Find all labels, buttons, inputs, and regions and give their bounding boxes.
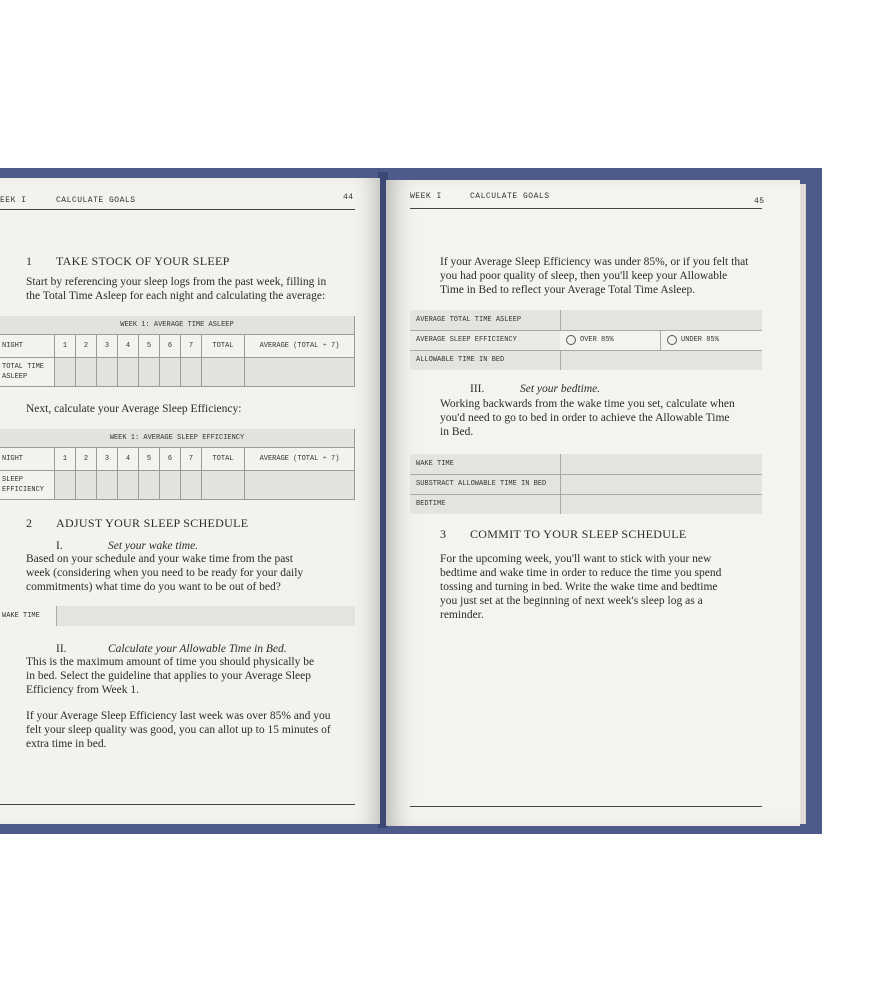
left-page <box>0 178 380 824</box>
entry-cell[interactable] <box>118 358 139 387</box>
table-caption: WEEK 1: AVERAGE TIME ASLEEP <box>0 316 355 335</box>
column-header: 7 <box>181 448 202 471</box>
step-numeral: III. <box>470 383 485 395</box>
column-header: 3 <box>97 448 118 471</box>
body-text: bedtime and wake time in order to reduce the time you spend <box>440 567 722 579</box>
section-number: 2 <box>26 516 33 530</box>
body-text: in Bed. <box>440 426 474 438</box>
step-numeral: II. <box>56 643 67 655</box>
section-number: 3 <box>440 527 447 541</box>
entry-cell[interactable] <box>245 358 355 387</box>
sleep-efficiency-table <box>410 310 762 370</box>
entry-cell[interactable] <box>202 358 245 387</box>
entry-cell[interactable] <box>181 471 202 500</box>
wake-time-field[interactable] <box>0 606 355 626</box>
body-text: the Total Time Asleep for each night and calculating the average: <box>26 290 326 302</box>
row-label: SLEEP EFFICIENCY <box>0 471 55 500</box>
column-header: 2 <box>76 335 97 358</box>
header-rule <box>0 209 355 210</box>
table-caption: WEEK 1: AVERAGE SLEEP EFFICIENCY <box>0 429 355 448</box>
body-text: Efficiency from Week 1. <box>26 684 139 696</box>
body-text: Working backwards from the wake time you set, calculate when <box>440 398 735 410</box>
section-title: ADJUST YOUR SLEEP SCHEDULE <box>56 516 249 530</box>
body-text: If your Average Sleep Efficiency last week was over 85% and you <box>26 710 331 722</box>
header-week: EEK I <box>0 196 27 205</box>
body-text: Based on your schedule and your wake time from the past <box>26 553 293 565</box>
body-text: For the upcoming week, you'll want to stick with your new <box>440 553 712 565</box>
column-header: 6 <box>160 335 181 358</box>
row-label: AVERAGE TOTAL TIME ASLEEP <box>416 316 522 324</box>
body-text: If your Average Sleep Efficiency was under 85%, or if you felt that <box>440 256 749 268</box>
column-header: AVERAGE (TOTAL ÷ 7) <box>245 335 355 358</box>
under-85-option[interactable]: UNDER 85% <box>661 330 762 350</box>
body-text: week (considering when you need to be ready for your daily <box>26 567 304 579</box>
entry-cell[interactable] <box>97 358 118 387</box>
body-text: felt your sleep quality was good, you can allot up to 15 minutes of <box>26 724 331 736</box>
body-text: commitments) what time do you want to be out of bed? <box>26 581 281 593</box>
column-header: 4 <box>118 448 139 471</box>
average-sleep-efficiency-table <box>0 429 355 500</box>
section-title: TAKE STOCK OF YOUR SLEEP <box>56 254 230 268</box>
footer-rule <box>0 804 355 805</box>
entry-cell[interactable] <box>245 471 355 500</box>
header-title: CALCULATE GOALS <box>470 192 550 201</box>
body-text: Next, calculate your Average Sleep Efficiency: <box>26 403 242 415</box>
footer-rule <box>410 806 762 807</box>
column-header: 1 <box>55 448 76 471</box>
page-number: 45 <box>754 197 765 206</box>
body-text: you just set at the beginning of next week's sleep log as a <box>440 595 703 607</box>
entry-cell[interactable] <box>55 471 76 500</box>
field-label: WAKE TIME <box>0 606 57 626</box>
entry-cell[interactable] <box>118 471 139 500</box>
body-text: Start by referencing your sleep logs from the past week, filling in <box>26 276 327 288</box>
average-time-asleep-table <box>0 316 355 387</box>
column-header: 5 <box>139 335 160 358</box>
entry-cell[interactable] <box>76 471 97 500</box>
entry-cell[interactable] <box>76 358 97 387</box>
column-header: 2 <box>76 448 97 471</box>
row-label: SUBSTRACT ALLOWABLE TIME IN BED <box>416 480 547 488</box>
row-label: TOTAL TIME ASLEEP <box>0 358 55 387</box>
row-label: BEDTIME <box>416 500 446 508</box>
right-page <box>386 180 800 826</box>
body-text: This is the maximum amount of time you should physically be <box>26 656 315 668</box>
page-number: 44 <box>343 193 354 202</box>
column-header: TOTAL <box>202 448 245 471</box>
header-rule <box>410 208 762 209</box>
entry-cell[interactable] <box>160 358 181 387</box>
radio-icon[interactable] <box>667 335 677 345</box>
entry-cell[interactable] <box>139 471 160 500</box>
column-header: AVERAGE (TOTAL ÷ 7) <box>245 448 355 471</box>
body-text: you had poor quality of sleep, then you'll keep your Allowable <box>440 270 728 282</box>
column-header: NIGHT <box>0 448 55 471</box>
body-text: extra time in bed. <box>26 738 107 750</box>
row-label: WAKE TIME <box>416 460 454 468</box>
body-text: tossing and turning in bed. Write the wake time and bedtime <box>440 581 718 593</box>
row-label: AVERAGE SLEEP EFFICIENCY <box>410 330 560 350</box>
entry-cell[interactable] <box>181 358 202 387</box>
step-title: Set your bedtime. <box>520 383 601 395</box>
body-text: reminder. <box>440 609 484 621</box>
column-header: 5 <box>139 448 160 471</box>
step-title: Set your wake time. <box>108 540 199 552</box>
step-numeral: I. <box>56 540 63 552</box>
column-header: 4 <box>118 335 139 358</box>
section-number: 1 <box>26 254 33 268</box>
step-title: Calculate your Allowable Time in Bed. <box>108 643 287 655</box>
column-header: TOTAL <box>202 335 245 358</box>
body-text: Time in Bed to reflect your Average Total Time Asleep. <box>440 284 696 296</box>
header-title: CALCULATE GOALS <box>56 196 136 205</box>
body-text: you'd need to go to bed in order to achieve the Allowable Time <box>440 412 730 424</box>
column-header: 1 <box>55 335 76 358</box>
bedtime-table <box>410 454 762 514</box>
section-title: COMMIT TO YOUR SLEEP SCHEDULE <box>470 527 687 541</box>
row-label: ALLOWABLE TIME IN BED <box>416 356 505 364</box>
entry-cell[interactable] <box>97 471 118 500</box>
entry-cell[interactable] <box>139 358 160 387</box>
header-week: WEEK I <box>410 192 442 201</box>
entry-cell[interactable] <box>202 471 245 500</box>
over-85-option[interactable]: OVER 85% <box>560 330 660 350</box>
entry-cell[interactable] <box>55 358 76 387</box>
column-header: 6 <box>160 448 181 471</box>
column-header: 7 <box>181 335 202 358</box>
column-header: NIGHT <box>0 335 55 358</box>
entry-cell[interactable] <box>160 471 181 500</box>
radio-icon[interactable] <box>566 335 576 345</box>
body-text: in bed. Select the guideline that applies to your Average Sleep <box>26 670 311 682</box>
column-header: 3 <box>97 335 118 358</box>
